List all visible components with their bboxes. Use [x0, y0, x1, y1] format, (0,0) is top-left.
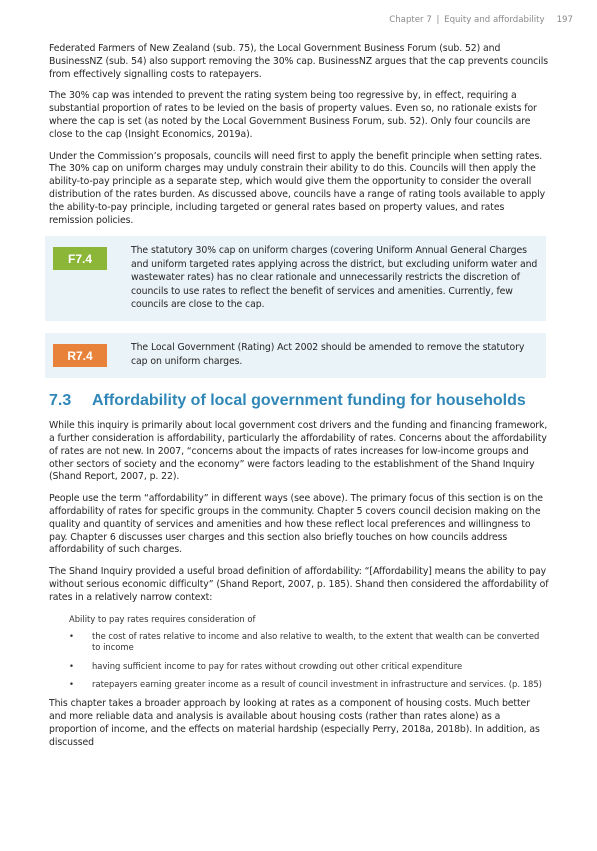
bullet-icon: • — [69, 660, 74, 671]
list-item — [69, 661, 549, 672]
page-number: 197 — [556, 15, 573, 25]
finding-text: The statutory 30% cap on uniform charges (covering Uniform Annual General Charges and uniform targeted rates applying across the district, but excluding uniform water and wastewater rates) has no clear rationale and unnecessarily restricts the discretion of councils to use rates to reflect the benefit of services and amenities. Currently, few councils are close to the cap. — [131, 245, 538, 310]
running-header: Chapter 7 | Equity and affordability 197 — [389, 15, 573, 25]
paragraph: Under the Commission’s proposals, councils will need first to apply the benefit principle when setting rates. The 30% cap on uniform charges may unduly constrain their ability to do this. Councils will then apply the ability-to-pay principle as a separate step, which would give them the opportunity to consider the overall distribution of the rates burden. As discussed above, councils have a range of rating tools available to apply the ability-to-pay principle, including targeted or general rates based on property values, and rates remission policies. — [49, 150, 546, 226]
paragraph: People use the term “affordability” in different ways (see above). The primary focus of this section is on the affordability of rates for specific groups in the community. Chapter 5 covers council decision making on the quality and quantity of services and amenities and how these reflect local preferences and willingness to pay. Chapter 6 discusses user charges and this section also briefly touches on how councils address affordability of such charges. — [49, 493, 543, 556]
bullet-icon: • — [69, 679, 74, 690]
paragraph: The Shand Inquiry provided a useful broad definition of affordability: “[Affordability] means the ability to pay without serious economic difficulty” (Shand Report, 2007, p. 185). Shand then considered the affordability of rates in a relatively narrow context: — [49, 566, 549, 603]
recommendation-label: R7.4 — [53, 344, 107, 367]
chapter-title: Equity and affordability — [444, 15, 545, 25]
list-item-text: ratepayers earning greater income as a result of council investment in infrastructure and services. (p. 185) — [92, 679, 542, 690]
section-heading — [49, 392, 549, 410]
quote-list — [69, 631, 549, 690]
section-title: Affordability of local government funding for households — [92, 392, 526, 410]
paragraph: Federated Farmers of New Zealand (sub. 75), the Local Government Business Forum (sub. 52) and BusinessNZ (sub. 54) also support removing the 30% cap. BusinessNZ argues that the cap prevents councils from effectively signalling costs to ratepayers. — [49, 43, 548, 80]
paragraph: The 30% cap was intended to prevent the rating system being too regressive by, in effect, requiring a substantial proportion of rates to be levied on the basis of property values. Even so, no rationale exists for where the cap is set (as noted by the Local Government Business Forum, sub. 52). Only four councils are close to the cap (Insight Economics, 2019a). — [49, 90, 537, 140]
recommendation-box — [45, 333, 546, 378]
bullet-icon: • — [69, 631, 74, 642]
finding-box — [45, 236, 546, 321]
chapter-label: Chapter 7 — [389, 15, 432, 25]
paragraph: This chapter takes a broader approach by looking at rates as a component of housing costs. Much better and more reliable data and analysis is available about housing costs (rather than rates alone) as a proportion of income, and the effects on material hardship (especially Perry, 2018a, 2018b). In addition, as discussed — [49, 698, 540, 748]
quote-intro: Ability to pay rates requires consideration of — [69, 613, 256, 624]
section-number: 7.3 — [49, 392, 72, 410]
list-item — [69, 679, 549, 690]
paragraph: While this inquiry is primarily about local government cost drivers and the funding and financing framework, a further consideration is affordability, particularly the affordability of rates. Concerns about the affordability of rates are not new. In 2007, “concerns about the impacts of rates increases for low-income groups and other sectors of society and the economy” were factors leading to the establishment of the Shand Inquiry (Shand Report, 2007, p. 22). — [49, 420, 548, 483]
recommendation-text: The Local Government (Rating) Act 2002 should be amended to remove the statutory cap on uniform charges. — [131, 342, 525, 367]
page-body — [49, 43, 549, 759]
list-item — [69, 631, 549, 654]
list-item-text: the cost of rates relative to income and also relative to wealth, to the extent that wealth can be converted to income — [92, 631, 540, 653]
finding-label: F7.4 — [53, 247, 107, 270]
list-item-text: having sufficient income to pay for rates without crowding out other critical expenditure — [92, 660, 463, 671]
